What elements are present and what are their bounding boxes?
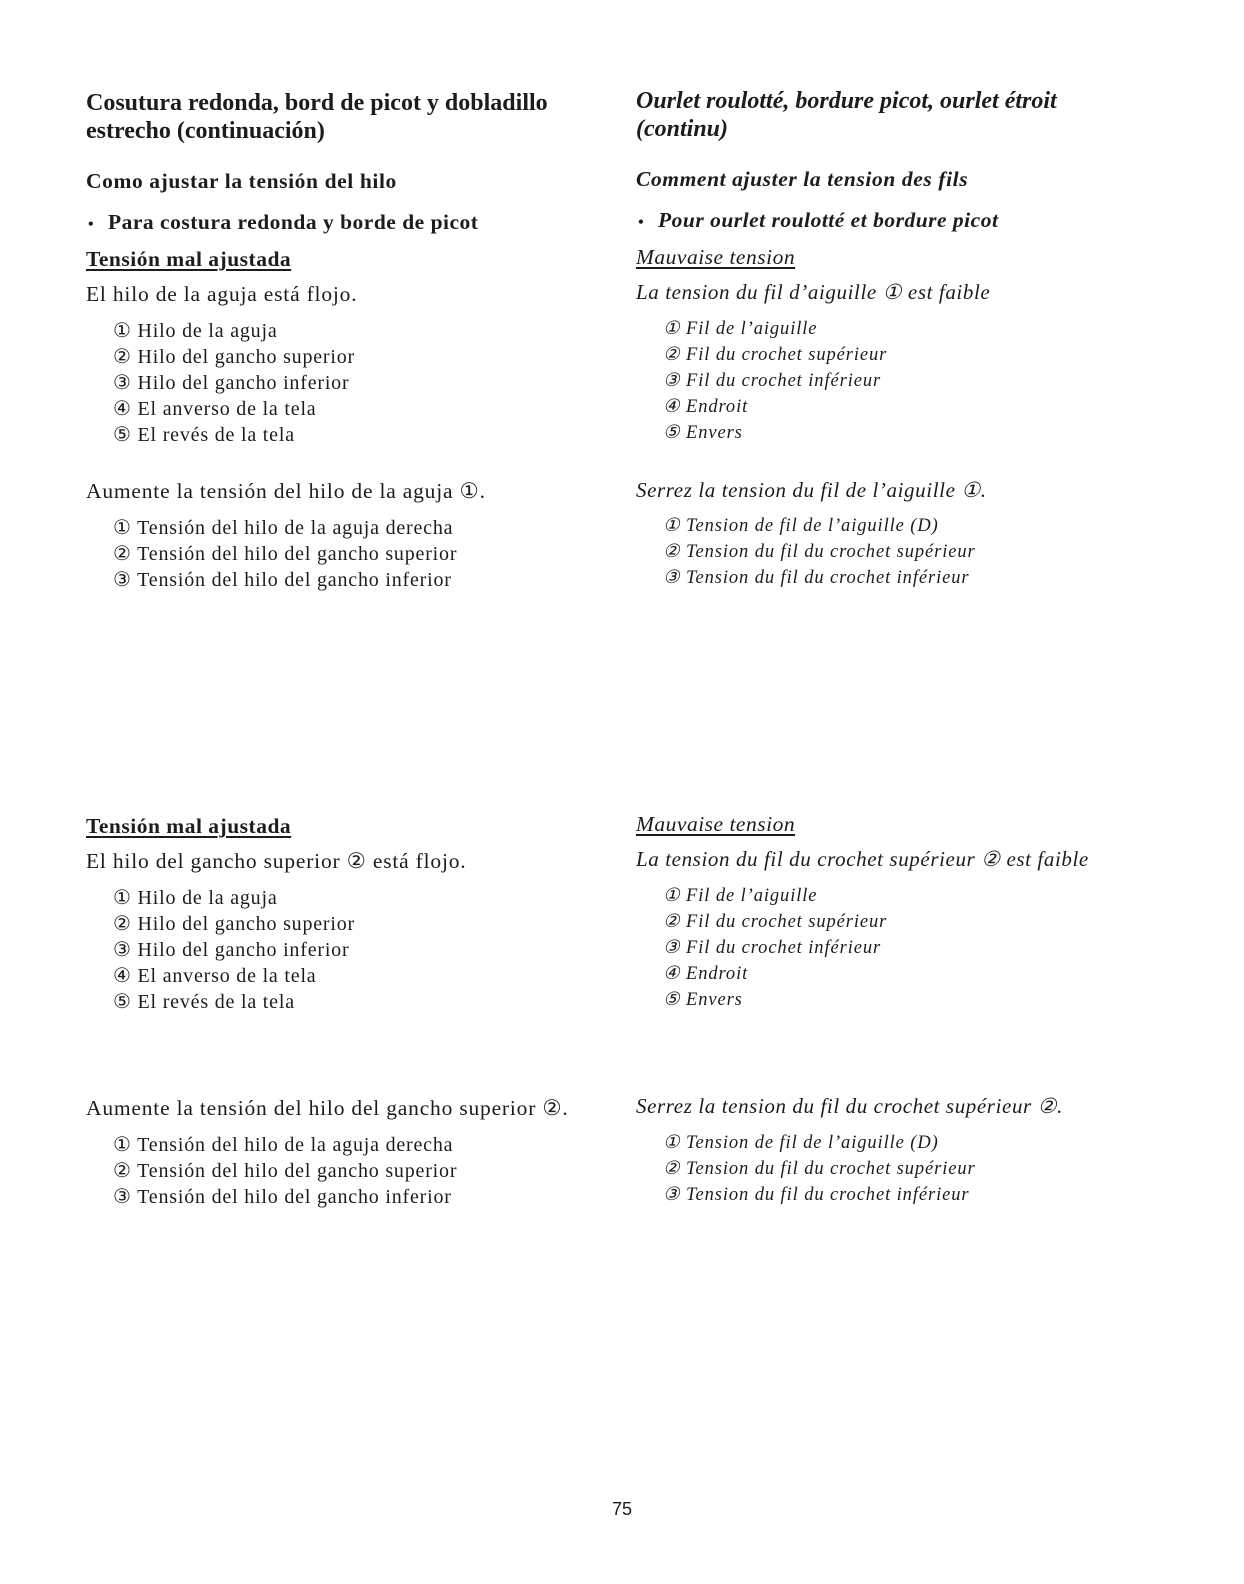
list-item: ⑤ El revés de la tela [113,424,295,446]
action-french-1: Serrez la tension du fil de l’aiguille ①. [636,478,987,502]
list-item: ① Hilo de la aguja [113,887,278,909]
statement-spanish-1: El hilo de la aguja está flojo. [86,282,358,306]
list-item: ① Hilo de la aguja [113,320,278,342]
list-item: ⑤ Envers [663,423,743,443]
section-heading-text: Tensión mal ajustada [86,247,292,271]
section-heading-french-2 [636,811,795,837]
list-item: ④ El anverso de la tela [113,965,317,987]
list-item: ③ Hilo del gancho inferior [113,372,350,394]
section-heading-french-1 [636,244,795,270]
list-item: ② Tensión del hilo del gancho superior [113,1160,458,1182]
list-item: ④ Endroit [663,964,749,984]
list-item: ③ Tension du fil du crochet inférieur [663,568,970,588]
list-item: ④ Endroit [663,397,749,417]
section-heading-text: Tensión mal ajustada [86,814,292,838]
bullet-heading-spanish [88,209,478,238]
parts-list-spanish-2 [113,885,355,1015]
list-item: ③ Fil du crochet inférieur [663,371,882,391]
statement-spanish-2: El hilo del gancho superior ② está flojo. [86,849,467,873]
list-item: ⑤ El revés de la tela [113,991,295,1013]
parts-list-french-1 [663,316,887,446]
list-item: ③ Tension du fil du crochet inférieur [663,1185,970,1205]
section-heading-spanish-1 [86,246,291,272]
dials-list-french-1 [663,513,976,591]
list-item: ③ Hilo del gancho inferior [113,939,350,961]
action-spanish-2: Aumente la tensión del hilo del gancho superior ②. [86,1096,569,1120]
dials-list-spanish-2 [113,1132,457,1210]
list-item: ① Fil de l’aiguille [663,319,818,339]
bullet-icon: • [88,216,95,233]
list-item: ③ Tensión del hilo del gancho inferior [113,569,452,591]
parts-list-french-2 [663,883,887,1013]
bullet-icon: • [638,214,645,231]
bullet-heading-french [638,207,998,236]
dials-list-spanish-1 [113,515,457,593]
list-item: ② Fil du crochet supérieur [663,345,888,365]
subtitle-spanish: Como ajustar la tensión del hilo [86,169,397,193]
list-item: ② Hilo del gancho superior [113,346,356,368]
page-title-french: Ourlet roulotté, bordure picot, ourlet étroit (continu) [636,88,1057,142]
list-item: ② Tensión del hilo del gancho superior [113,543,458,565]
parts-list-spanish-1 [113,318,355,448]
action-french-2: Serrez la tension du fil du crochet supérieur ②. [636,1094,1063,1118]
bullet-heading-text: Pour ourlet roulotté et bordure picot [658,208,999,232]
page-number: 75 [611,1499,633,1519]
section-heading-text: Mauvaise tension [636,812,796,836]
bullet-heading-text: Para costura redonda y borde de picot [108,210,479,234]
list-item: ② Fil du crochet supérieur [663,912,888,932]
list-item: ⑤ Envers [663,990,743,1010]
list-item: ① Tension de fil de l’aiguille (D) [663,1133,939,1153]
list-item: ① Tension de fil de l’aiguille (D) [663,516,939,536]
list-item: ③ Fil du crochet inférieur [663,938,882,958]
list-item: ③ Tensión del hilo del gancho inferior [113,1186,452,1208]
section-heading-spanish-2 [86,813,291,839]
section-heading-text: Mauvaise tension [636,245,796,269]
statement-french-2: La tension du fil du crochet supérieur ② est faible [636,847,1089,871]
subtitle-french: Comment ajuster la tension des fils [636,167,969,191]
statement-french-1: La tension du fil d’aiguille ① est faible [636,280,991,304]
list-item: ② Tension du fil du crochet supérieur [663,1159,976,1179]
list-item: ① Tensión del hilo de la aguja derecha [113,1134,454,1156]
list-item: ② Hilo del gancho superior [113,913,356,935]
list-item: ④ El anverso de la tela [113,398,317,420]
list-item: ① Fil de l’aiguille [663,886,818,906]
list-item: ② Tension du fil du crochet supérieur [663,542,976,562]
dials-list-french-2 [663,1130,976,1208]
action-spanish-1: Aumente la tensión del hilo de la aguja ①. [86,479,486,503]
page-title-spanish: Cosutura redonda, bord de picot y dobladillo estrecho (continuación) [86,90,548,144]
list-item: ① Tensión del hilo de la aguja derecha [113,517,454,539]
